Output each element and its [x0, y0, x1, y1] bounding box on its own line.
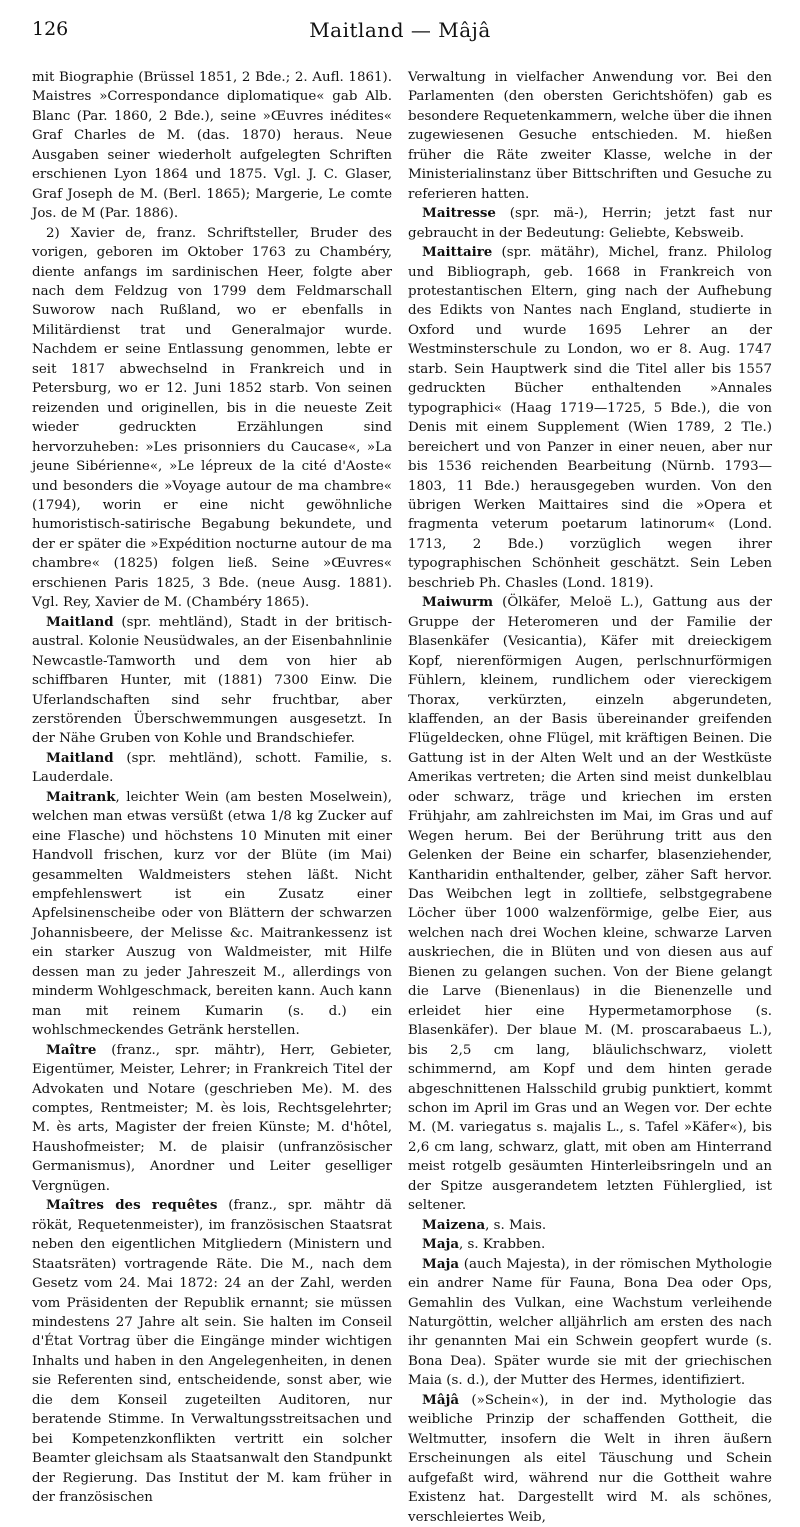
right-column [408, 68, 772, 1527]
entry-text: , s. Krabben. [459, 1237, 546, 1253]
dictionary-entry [408, 1391, 772, 1527]
entry-text: (auch Majesta), in der römischen Mythologie ein andrer Name für Fauna, Bona Dea oder Ops, Gemahlin des Vulkan, eine Wachstum verleihende Naturgöttin, welcher alljährlich am ersten des nach ihr genannten Mai ein Schwein geopfert wurde (s. Bona Dea). Später wurde sie mit der griechischen Maia (s. d.), der Mutter des Hermes, identifiziert. [408, 1256, 772, 1389]
entry-text: , leichter Wein (am besten Moselwein), welchen man etwas versüßt (etwa 1/8 kg Zucker auf eine Flasche) und höchstens 10 Minuten mit einer Handvoll frischen, kurz vor der Blüte (im Mai) gesammelten Waldmeisters stehen läßt. Nicht empfehlenswert ist ein Zusatz einer Apfelsinenscheibe oder von Blättern der schwarzen Johannisbeere, der Melisse &c. Maitrankessenz ist ein starker Auszug von Waldmeister, mit Hilfe dessen man zu jeder Jahreszeit M., allerdings von minderm Wohlgeschmack, bereiten kann. Auch kann man mit reinem Kumarin (s. d.) ein wohlschmeckendes Getränk herstellen. [32, 789, 392, 1039]
entry-headword: Maittaire [422, 244, 493, 261]
entry-text: Verwaltung in vielfacher Anwendung vor. Bei den Parlamenten (den obersten Gerichtshöfen) gab es besondere Requetenkammern, welche über die ihnen zugewiesenen Gesuche entschieden. M. hießen früher die Räte zweiter Klasse, welche in der Ministerialinstanz über Bittschriften und Gesuche zu referieren hatten. [408, 70, 773, 202]
entry-headword: Maiwurm [422, 594, 494, 611]
dictionary-entry [408, 1255, 772, 1391]
entry-text: (Ölkäfer, Meloë L.), Gattung aus der Gruppe der Heteromeren und der Familie der Blasenkäfer (Vesicantia), Käfer mit dreieckigem Kopf, nierenförmigen Augen, perlschnurförmigen Fühlern, kleinem, rundlichem oder viereckigem Thorax, verkürzten, einzeln abgerundeten, klaffenden, an der Basis übereinander greifenden Flügeldecken, ohne Flügel, mit kräftigen Beinen. Die Gattung ist in der Alten Welt und an der Westküste Amerikas vertreten; die Arten sind meist dunkelblau oder schwarz, träge und kriechen im ersten Frühjahr, am zahlreichsten im Mai, im Gras und auf Wegen herum. Bei der Berührung tritt aus den Gelenken der Beine ein scharfer, blasenziehender, Kantharidin enthaltender, gelber, zäher Saft hervor. Das Weibchen legt in zolltiefe, selbstgegrabene Löcher über 1000 walzenförmige, gelbe Eier, aus welchen nach drei Wochen kleine, schwarze Larven auskriechen, die in Blüten und von diesen aus auf Bienen zu gelangen suchen. Von der Biene gelangt die Larve (Bienenlaus) in die Bienenzelle und erleidet hier eine Hypermetamorphose (s. Blasenkäfer). Der blaue M. (M. proscarabaeus L.), bis 2,5 cm lang, bläulichschwarz, violett schimmernd, am Kopf und dem hinten gerade abgeschnittenen Halsschild grubig punktiert, kommt schon im April im Gras und an Wegen vor. Der echte M. (M. variegatus s. majalis L., s. Tafel »Käfer«), bis 2,6 cm lang, schwarz, glatt, mit oben am Hinterrand meist rotgelb gesäumten Hinterleibsringeln und an der Spitze ausgerandetem letzten Fühlerglied, ist seltener. [408, 595, 772, 1214]
entry-text: mit Biographie (Brüssel 1851, 2 Bde.; 2. Aufl. 1861). Maistres »Correspondance diplomatique« gab Alb. Blanc (Par. 1860, 2 Bde.), seine »Œuvres inédites« Graf Charles de M. (das. 1870) heraus. Neue Ausgaben seiner wiederholt aufgelegten Schriften erschienen Lyon 1864 und 1875. Vgl. J. C. Glaser, Graf Joseph de M. (Berl. 1865); Margerie, Le comte Jos. de M (Par. 1886). [32, 70, 392, 222]
entry-text: (spr. mehtländ), schott. Familie, s. Lauderdale. [32, 750, 392, 786]
entry-paragraph [32, 68, 392, 224]
entry-paragraph [32, 224, 392, 613]
entry-headword: Maja [422, 1255, 460, 1272]
entry-headword: Maja [422, 1236, 460, 1253]
dictionary-entry [408, 204, 772, 243]
entry-text: 2) Xavier de, franz. Schriftsteller, Bruder des vorigen, geboren im Oktober 1763 zu Chambéry, diente anfangs im sardinischen Heer, folgte aber nach dem Feldzug von 1799 dem Feldmarschall Suworow nach Rußland, wo er ebenfalls in Militärdienst trat und Generalmajor wurde. Nachdem er seine Entlassung genommen, lebte er seit 1817 abwechselnd in Frankreich und in Petersburg, wo er 12. Juni 1852 starb. Von seinen reizenden und originellen, bis in die neueste Zeit wieder gedruckten Erzählungen sind hervorzuheben: »Les prisonniers du Caucase«, »La jeune Sibérienne«, »Le lépreux de la cité d'Aoste« und besonders die »Voyage autour de ma chambre« (1794), worin er eine nicht gewöhnliche humoristisch-satirische Begabung bekundete, und der er später die »Expédition nocturne autour de ma chambre« (1825) folgen ließ. Seine »Œuvres« erschienen Paris 1825, 3 Bde. (neue Ausg. 1881). Vgl. Rey, Xavier de M. (Chambéry 1865). [32, 225, 392, 611]
entry-text: (spr. mehtländ), Stadt in der britisch-austral. Kolonie Neusüdwales, an der Eisenbahnlinie Newcastle-Tamworth und dem von hier ab schiffbaren Hunter, mit (1881) 7300 Einw. Die Uferlandschaften sind sehr fruchtbar, aber zerstörenden Überschwemmungen ausgesetzt. In der Nähe Gruben von Kohle und Brandschiefer. [32, 614, 392, 747]
entry-text: (spr. mätähr), Michel, franz. Philolog und Bibliograph, geb. 1668 in Frankreich von protestantischen Eltern, ging nach der Aufhebung des Edikts von Nantes nach England, studierte in Oxford und wurde 1695 Lehrer an der Westminsterschule zu London, wo er 8. Aug. 1747 starb. Sein Hauptwerk sind die Titel aller bis 1557 gedruckten Bücher enthaltenden »Annales typographici« (Haag 1719—1725, 5 Bde.), die von Denis mit einem Supplement (Wien 1789, 2 Tle.) bereichert und von Panzer in einer neuen, aber nur bis 1536 reichenden Bearbeitung (Nürnb. 1793—1803, 11 Bde.) herausgegeben wurden. Von den übrigen Werken Maittaires sind die »Opera et fragmenta veterum poetarum latinorum« (Lond. 1713, 2 Bde.) vorzüglich wegen ihrer typographischen Schönheit geschätzt. Sein Leben beschrieb Ph. Chasles (Lond. 1819). [408, 245, 772, 591]
dictionary-entry [32, 613, 392, 749]
dictionary-entry [408, 243, 772, 593]
entry-headword: Maizena [422, 1216, 486, 1233]
entry-text: (spr. mä-), Herrin; jetzt fast nur gebraucht in der Bedeutung: Geliebte, Kebsweib. [408, 206, 772, 241]
entry-text: , s. Mais. [485, 1217, 547, 1233]
entry-headword: Maitresse [422, 205, 496, 222]
dictionary-entry [32, 1196, 392, 1507]
left-column [32, 68, 392, 1508]
entry-headword: Maîtres des requêtes [46, 1197, 218, 1214]
dictionary-entry [32, 788, 392, 1041]
dictionary-entry [408, 1216, 772, 1235]
dictionary-entry [32, 749, 392, 788]
entry-text: (»Schein«), in der ind. Mythologie das weibliche Prinzip der schaffenden Gottheit, die Weltmutter, insofern die Welt in ihren äußern Erscheinungen als eitel Täuschung und Schein aufgefaßt wird, während nur die Gottheit wahre Existenz hat. Dargestellt wird M. als schönes, verschleiertes Weib, [408, 1392, 772, 1525]
running-head: Maitland — Mâjâ [309, 18, 491, 42]
entry-paragraph [408, 68, 772, 204]
dictionary-entry [32, 1041, 392, 1197]
entry-headword: Mâjâ [422, 1391, 460, 1408]
entry-headword: Maître [46, 1041, 97, 1058]
entry-headword: Maitland [46, 749, 114, 766]
page-header [32, 18, 768, 50]
entry-text: (franz., spr. mähtr), Herr, Gebieter, Eigentümer, Meister, Lehrer; in Frankreich Titel der Advokaten und Notare (geschrieben Me). M. des comptes, Rentmeister; M. ès lois, Rechtsgelehrter; M. ès arts, Magister der freien Künste; M. d'hôtel, Haushofmeister; M. de plaisir (unfranzösischer Germanismus), Anordner und Leiter geselliger Vergnügen. [32, 1042, 392, 1194]
dictionary-entry [408, 1235, 772, 1254]
dictionary-entry [408, 593, 772, 1216]
entry-headword: Maitland [46, 613, 114, 630]
page-number: 126 [32, 18, 69, 40]
entry-text: (franz., spr. mähtr dä rökät, Requetenmeister), im französischen Staatsrat neben den eigentlichen Mitgliedern (Ministern und Staatsräten) vortragende Räte. Die M., nach dem Gesetz vom 24. Mai 1872: 24 an der Zahl, werden vom Präsidenten der Republik ernannt; sie müssen mindestens 27 Jahre alt sein. Sie halten im Conseil d'État Vortrag über die Eingänge minder wichtigen Inhalts und haben in den Angelegenheiten, in denen sie Referenten sind, entscheidende, sonst aber, wie die dem Konseil zugeteilten Auditoren, nur beratende Stimme. In Verwaltungsstreitsachen und bei Kompetenzkonflikten vertritt ein solcher Beamter gleichsam als Staatsanwalt den Standpunkt der Regierung. Das Institut der M. kam früher in der französischen [32, 1198, 392, 1506]
entry-headword: Maitrank [46, 788, 116, 805]
